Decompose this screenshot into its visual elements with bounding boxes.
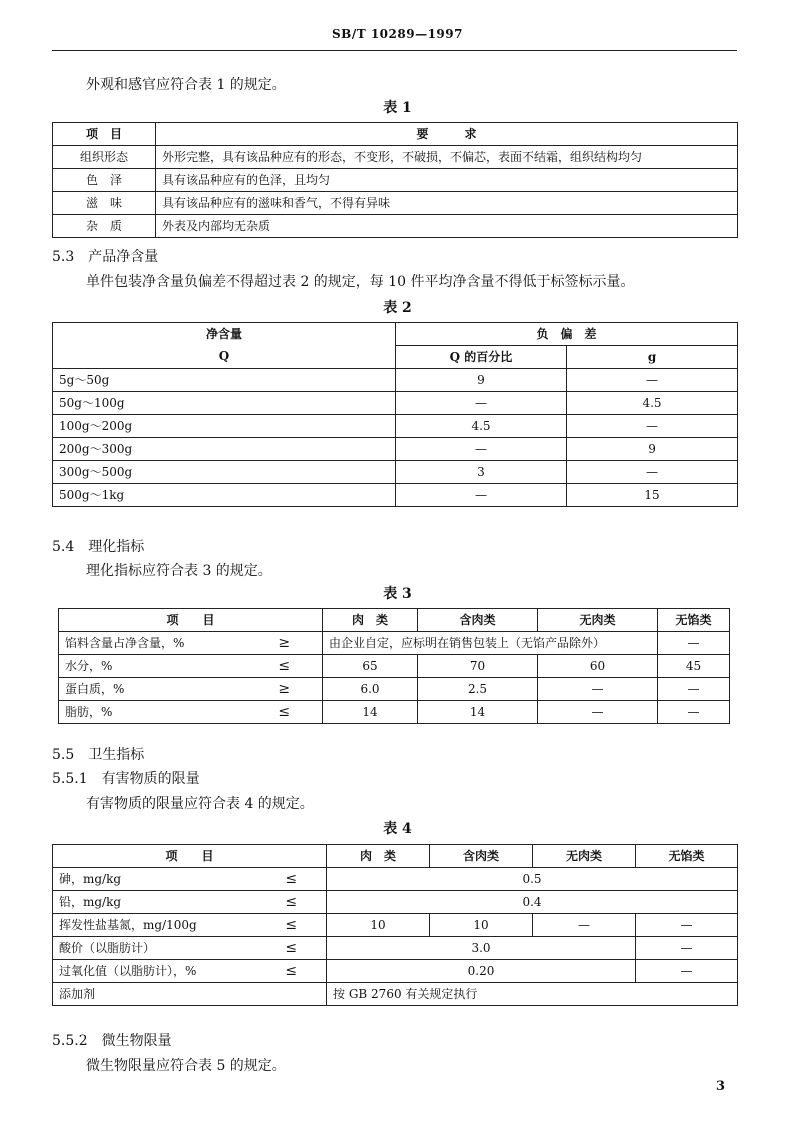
table-row — [53, 169, 738, 192]
table2-header-percent: Q 的百分比 — [396, 346, 567, 369]
table-cell: 由企业自定，应标明在销售包装上（无馅产品除外） — [323, 632, 658, 655]
table-cell: 色 泽 — [53, 169, 156, 192]
table-cell: 水分，% — [59, 655, 247, 678]
table3-header-no-filling: 无馅类 — [658, 609, 730, 632]
table-row — [53, 146, 738, 169]
table-row — [53, 415, 738, 438]
table-header-row — [59, 609, 730, 632]
section-5-3-heading: 5.3 产品净含量 — [52, 249, 159, 265]
table-cell: 65 — [323, 655, 418, 678]
table-row — [53, 960, 738, 983]
table-cell: 500g～1kg — [53, 484, 396, 507]
table-row — [53, 891, 738, 914]
intro-text: 外观和感官应符合表 1 的规定。 — [86, 77, 286, 93]
table-row — [53, 215, 738, 238]
table3-header-no-meat: 无肉类 — [538, 609, 658, 632]
table-cell: 45 — [658, 655, 730, 678]
table-cell: — — [636, 937, 738, 960]
table-cell: 4.5 — [567, 392, 738, 415]
table-cell: 14 — [418, 701, 538, 724]
table-row — [53, 192, 738, 215]
table-cell: — — [533, 914, 636, 937]
table3-header-meat: 肉 类 — [323, 609, 418, 632]
table1 — [52, 122, 738, 238]
table-cell: 300g～500g — [53, 461, 396, 484]
table-cell: — — [636, 960, 738, 983]
page-number: 3 — [715, 1079, 725, 1094]
table-cell: 50g～100g — [53, 392, 396, 415]
table-cell: ≤ — [247, 701, 323, 724]
table-cell: 馅料含量占净含量，% — [59, 632, 247, 655]
table-cell: 0.4 — [327, 891, 738, 914]
section-5-5-1-heading: 5.5.1 有害物质的限量 — [52, 771, 200, 787]
table3 — [58, 608, 730, 724]
section-5-5-2-text: 微生物限量应符合表 5 的规定。 — [86, 1058, 286, 1074]
table-cell: 0.5 — [327, 868, 738, 891]
table-row — [59, 678, 730, 701]
table-cell: ≤ — [257, 914, 327, 937]
table2 — [52, 322, 738, 507]
table1-header-item: 项 目 — [53, 123, 156, 146]
table-cell: — — [396, 438, 567, 461]
table-cell: 3 — [396, 461, 567, 484]
table-cell: 脂肪，% — [59, 701, 247, 724]
table-cell: ≥ — [247, 632, 323, 655]
table-cell: 15 — [567, 484, 738, 507]
table3-header-with-meat: 含肉类 — [418, 609, 538, 632]
table-cell: 0.20 — [327, 960, 636, 983]
table-cell: 具有该品种应有的滋味和香气，不得有异味 — [156, 192, 738, 215]
table-header-row — [53, 346, 738, 369]
table-row — [53, 914, 738, 937]
table-cell: 14 — [323, 701, 418, 724]
table-cell: — — [567, 415, 738, 438]
table-cell: 铅，mg/kg — [53, 891, 257, 914]
table-row — [53, 438, 738, 461]
table-cell: — — [658, 632, 730, 655]
table-row — [53, 392, 738, 415]
table-cell: 酸价（以脂肪计） — [53, 937, 257, 960]
table-cell: ≤ — [247, 655, 323, 678]
table-cell: — — [567, 461, 738, 484]
table-cell: 9 — [567, 438, 738, 461]
table2-title: 表 2 — [383, 300, 412, 316]
table-header-row — [53, 123, 738, 146]
table-row — [59, 701, 730, 724]
table4-header-meat: 肉 类 — [327, 845, 430, 868]
table-row — [53, 484, 738, 507]
table-cell: — — [396, 484, 567, 507]
section-5-5-heading: 5.5 卫生指标 — [52, 747, 145, 763]
table-cell: ≤ — [257, 937, 327, 960]
table-cell: 杂 质 — [53, 215, 156, 238]
table-cell: 具有该品种应有的色泽，且均匀 — [156, 169, 738, 192]
table-cell: 5g～50g — [53, 369, 396, 392]
table2-header-net-content: 净含量 — [53, 323, 396, 346]
table4-header-no-meat: 无肉类 — [533, 845, 636, 868]
table-cell: — — [658, 701, 730, 724]
table-cell: ≤ — [257, 891, 327, 914]
table-cell: 砷，mg/kg — [53, 868, 257, 891]
table4-title: 表 4 — [383, 821, 412, 837]
table2-header-q: Q — [53, 346, 396, 369]
table4-header-with-meat: 含肉类 — [430, 845, 533, 868]
table-row — [53, 983, 738, 1006]
table-cell: 蛋白质，% — [59, 678, 247, 701]
table-cell: 70 — [418, 655, 538, 678]
table-cell: 10 — [327, 914, 430, 937]
table4-header-item: 项 目 — [53, 845, 327, 868]
table-cell: ≤ — [257, 960, 327, 983]
table-cell: 9 — [396, 369, 567, 392]
table4 — [52, 844, 738, 1006]
table-cell: 挥发性盐基氮，mg/100g — [53, 914, 257, 937]
table-cell: 按 GB 2760 有关规定执行 — [327, 983, 738, 1006]
table-cell: 200g～300g — [53, 438, 396, 461]
table4-header-no-filling: 无馅类 — [636, 845, 738, 868]
section-5-4-heading: 5.4 理化指标 — [52, 539, 145, 555]
table-cell: ≥ — [247, 678, 323, 701]
table-cell: 2.5 — [418, 678, 538, 701]
document-header: SB/T 10289—1997 — [332, 27, 463, 41]
section-5-5-2-heading: 5.5.2 微生物限量 — [52, 1033, 172, 1049]
table-cell: 组织形态 — [53, 146, 156, 169]
table-cell: — — [636, 914, 738, 937]
header-rule — [52, 50, 737, 51]
section-5-3-text: 单件包装净含量负偏差不得超过表 2 的规定，每 10 件平均净含量不得低于标签标示量。 — [86, 274, 635, 290]
table-row — [59, 632, 730, 655]
table-row — [53, 461, 738, 484]
table-cell: 60 — [538, 655, 658, 678]
table-cell: 过氧化值（以脂肪计），% — [53, 960, 257, 983]
table-cell: — — [658, 678, 730, 701]
table-row — [53, 868, 738, 891]
table-cell: 4.5 — [396, 415, 567, 438]
table3-header-item: 项 目 — [59, 609, 323, 632]
table-cell: 100g～200g — [53, 415, 396, 438]
table2-header-negative-deviation: 负 偏 差 — [396, 323, 738, 346]
section-5-5-1-text: 有害物质的限量应符合表 4 的规定。 — [86, 796, 314, 812]
table-cell: — — [567, 369, 738, 392]
table-cell: — — [538, 678, 658, 701]
table-cell: 外表及内部均无杂质 — [156, 215, 738, 238]
table-cell: 10 — [430, 914, 533, 937]
table-cell: 滋 味 — [53, 192, 156, 215]
table-cell — [257, 983, 327, 1006]
table-row — [53, 369, 738, 392]
table-row — [53, 937, 738, 960]
table-cell: 3.0 — [327, 937, 636, 960]
table-cell: — — [396, 392, 567, 415]
table-cell: — — [538, 701, 658, 724]
table1-title: 表 1 — [383, 100, 412, 116]
table-cell: ≤ — [257, 868, 327, 891]
table-cell: 6.0 — [323, 678, 418, 701]
table-row — [59, 655, 730, 678]
section-5-4-text: 理化指标应符合表 3 的规定。 — [86, 563, 272, 579]
table-cell: 外形完整，具有该品种应有的形态，不变形，不破损，不偏芯，表面不结霜，组织结构均匀 — [156, 146, 738, 169]
table2-header-grams: g — [567, 346, 738, 369]
table3-title: 表 3 — [383, 586, 412, 602]
table-cell: 添加剂 — [53, 983, 257, 1006]
table-header-row — [53, 845, 738, 868]
table-header-row — [53, 323, 738, 346]
table1-header-requirement: 要 求 — [156, 123, 738, 146]
